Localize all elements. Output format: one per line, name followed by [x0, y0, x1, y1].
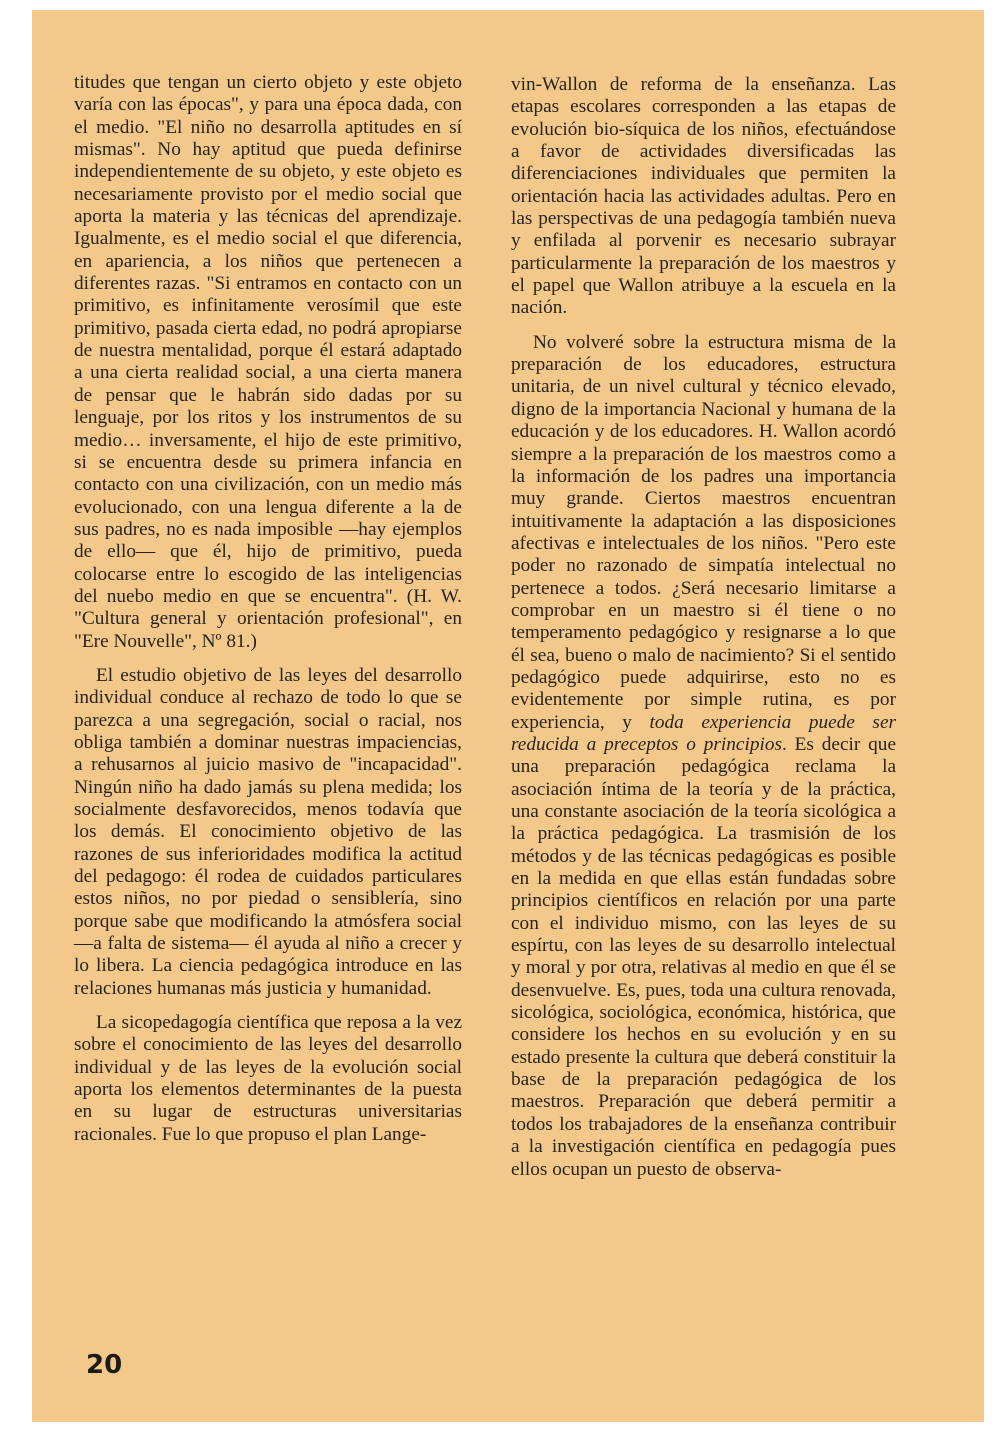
left-paragraph-2: El estudio objetivo de las leyes del desarrollo individual conduce al rechazo de todo lo que se parezca a una segregación, social o racial, nos obliga también a dominar nuestras impaciencias, a rehusarnos al juicio masivo de "incapacidad". Ningún niño ha dado jamás su plena medida; los socialmente desfavorecidos, menos todavía que los demás. El conocimiento objetivo de las razones de sus inferioridades modifica la actitud del pedagogo: él rodea de cuidados particulares estos niños, no por piedad o sensiblería, sino porque sabe que modificando la atmósfera social —a falta de sistema— él ayuda al niño a crecer y lo libera. La ciencia pedagógica introduce en las relaciones humanas más justicia y humanidad.: [74, 664, 462, 999]
right-paragraph-2-text-b: . Es decir que una preparación pedagógica reclama la asociación íntima de la teoría y de la práctica, una constante asociación de la teoría sicológica a la práctica pedagógica. La trasmisión de los métodos y de las técnicas pedagógicas es posible en la medida en que ellas están fundadas sobre principios científicos en relación por una parte con el individuo mismo, con las leyes de su espírtu, con las leyes de su desarrollo intelectual y moral y por otra, relativas al medio en que él se desenvuelve. Es, pues, toda una cultura renovada, sicológica, sociológica, económica, histórica, que considere los hechos en su evolución y en su estado presente la cultura que deberá constituir la base de la preparación pedagógica de los maestros. Preparación que deberá permitir a todos los trabajadores de la enseñanza contribuir a la investigación científica en pedagogía pues ellos ocupan un puesto de observa-: [511, 733, 897, 1180]
right-paragraph-2: [511, 332, 896, 1181]
left-paragraph-1: titudes que tengan un cierto objeto y este objeto varía con las épocas", y para una época dada, con el medio. "El niño no desarrolla aptitudes en sí mismas". No hay aptitud que pueda definirse independientemente de su objeto, y este objeto es necesariamente provisto por el medio social que aporta la materia y las técnicas del aprendizaje. Igualmente, es el medio social el que diferencia, en apariencia, a los niños que pertenecen a diferentes razas. "Si entramos en contacto con un primitivo, es infinitamente verosímil que este primitivo, pasada cierta edad, no podrá apropiarse de nuestra mentalidad, porque él estará adaptado a una cierta realidad social, a una cierta manera de pensar que le habrán sido dadas por su lenguaje, por los ritos y los instrumentos de su medio… inversamente, el hijo de este primitivo, si se encuentra desde su primera infancia en contacto con una civilización, con un medio más evolucionado, con una lengua diferente a la de sus padres, no es nada imposible —hay ejemplos de ello— que él, hijo de primitivo, pueda colocarse entre lo escogido de las inteligencias del nuebo medio en que se encuentra". (H. W. "Cultura general y orientación profesional", en "Ere Nouvelle", Nº 81.): [74, 72, 462, 652]
magazine-page: [32, 10, 984, 1422]
left-column: [74, 72, 462, 1146]
page-number: 20: [86, 1350, 123, 1380]
left-paragraph-3: La sicopedagogía científica que reposa a la vez sobre el conocimiento de las leyes del desarrollo individual y de las leyes de la evolución social aporta los elementos determinantes de la puesta en su lugar de estructuras universitarias racionales. Fue lo que propuso el plan Lange-: [74, 1012, 462, 1145]
right-paragraph-1: vin-Wallon de reforma de la enseñanza. Las etapas escolares corresponden a las etapas de evolución bio-síquica de los niños, efectuándose a favor de actividades diversificadas las diferenciaciones individuales que permiten la orientación hacia las actividades adultas. Pero en las perspectivas de una pedagogía también nueva y enfilada al porvenir es necesario subrayar particularmente la preparación de los maestros y el papel que Wallon atribuye a la escuela en la nación.: [511, 74, 896, 319]
right-column: [511, 74, 896, 1181]
right-paragraph-2-italic-quote: toda experiencia puede ser reducida a preceptos o principios: [511, 711, 896, 755]
right-paragraph-2-text-a: No volveré sobre la estructura misma de la preparación de los educadores, estructura unitaria, de un nivel cultural y técnico elevado, digno de la importancia Nacional y humana de la educación y de los educadores. H. Wallon acordó siempre a la preparación de los maestros como a la información de los padres una importancia muy grande. Ciertos maestros encuentran intuitivamente la adaptación a las disposiciones afectivas e intelectuales de los niños. "Pero este poder no razonado de simpatía intelectual no pertenece a todos. ¿Será necesario limitarse a comprobar en un maestro si él tiene o no temperamento pedagógico y resignarse a lo que él sea, bueno o malo de nacimiento? Si el sentido pedagógico puede adquirirse, esto no es evidentemente por simple rutina, es por experiencia, y: [511, 331, 896, 733]
